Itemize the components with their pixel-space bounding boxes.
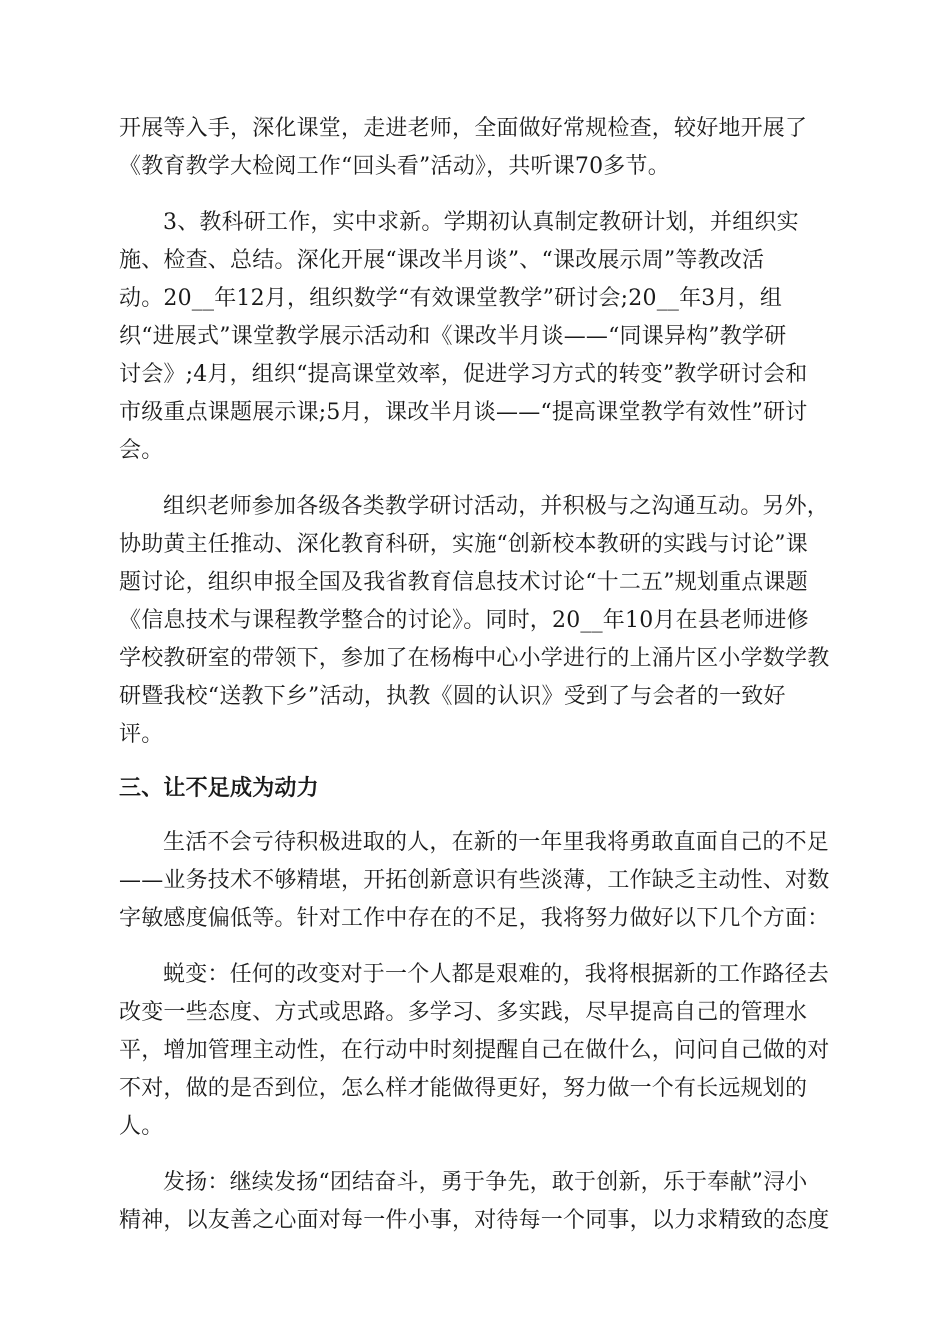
text-line: 施、检查、总结。深化开展“课改半月谈”、“课改展示周”等教改活: [119, 248, 765, 273]
text-line: 市级重点课题展示课;5月，课改半月谈——“提高课堂教学有效性”研讨: [119, 400, 808, 425]
text-line: 开展等入手，深化课堂，走进老师，全面做好常规检查，较好地开展了: [119, 116, 808, 141]
text-line: 蜕变：任何的改变对于一个人都是艰难的，我将根据新的工作路径去: [163, 962, 830, 987]
text-line: 人。: [119, 1114, 164, 1139]
text-line: 题讨论，组织申报全国及我省教育信息技术讨论“十二五”规划重点课题: [119, 570, 808, 595]
text-line: 协助黄主任推动、深化教育科研，实施“创新校本教研的实践与讨论”课: [119, 532, 808, 557]
text-line: 组织老师参加各级各类教学研讨活动，并积极与之沟通互动。另外，: [163, 494, 830, 519]
text-line: 学校教研室的带领下，参加了在杨梅中心小学进行的上涌片区小学数学教: [119, 646, 830, 671]
text-line: 改变一些态度、方式或思路。多学习、多实践，尽早提高自己的管理水: [119, 1000, 808, 1025]
text-line: 动。20__年12月，组织数学“有效课堂教学”研讨会;20__年3月，组: [119, 286, 783, 311]
text-line: 《信息技术与课程教学整合的讨论》。同时，20__年10月在县老师进修: [119, 608, 809, 633]
text-line: ——业务技术不够精堪，开拓创新意识有些淡薄，工作缺乏主动性、对数: [119, 868, 830, 893]
text-line: 评。: [119, 722, 164, 747]
text-line: 会。: [119, 438, 164, 463]
text-line: 织“进展式”课堂教学展示活动和《课改半月谈——“同课异构”教学研: [119, 324, 787, 349]
text-line: 研暨我校“送教下乡”活动，执教《圆的认识》受到了与会者的一致好: [119, 684, 786, 709]
section-heading: 三、让不足成为动力: [119, 776, 319, 801]
text-line: 讨会》;4月，组织“提高课堂效率，促进学习方式的转变”教学研讨会和: [119, 362, 808, 387]
text-line: 《教育教学大检阅工作“回头看”活动》，共听课70多节。: [119, 154, 670, 179]
text-line: 3、教科研工作，实中求新。学期初认真制定教研计划，并组织实: [163, 210, 799, 235]
text-line: 生活不会亏待积极进取的人，在新的一年里我将勇敢直面自己的不足: [163, 830, 830, 855]
text-line: 字敏感度偏低等。针对工作中存在的不足，我将努力做好以下几个方面：: [119, 906, 830, 931]
text-line: 平，增加管理主动性，在行动中时刻提醒自己在做什么，问问自己做的对: [119, 1038, 830, 1063]
text-line: 不对，做的是否到位，怎么样才能做得更好，努力做一个有长远规划的: [119, 1076, 808, 1101]
text-line: 发扬：继续发扬“团结奋斗，勇于争先，敢于创新，乐于奉献”浔小: [163, 1170, 808, 1195]
text-line: 精神，以友善之心面对每一件小事，对待每一个同事，以力求精致的态度: [119, 1208, 830, 1233]
